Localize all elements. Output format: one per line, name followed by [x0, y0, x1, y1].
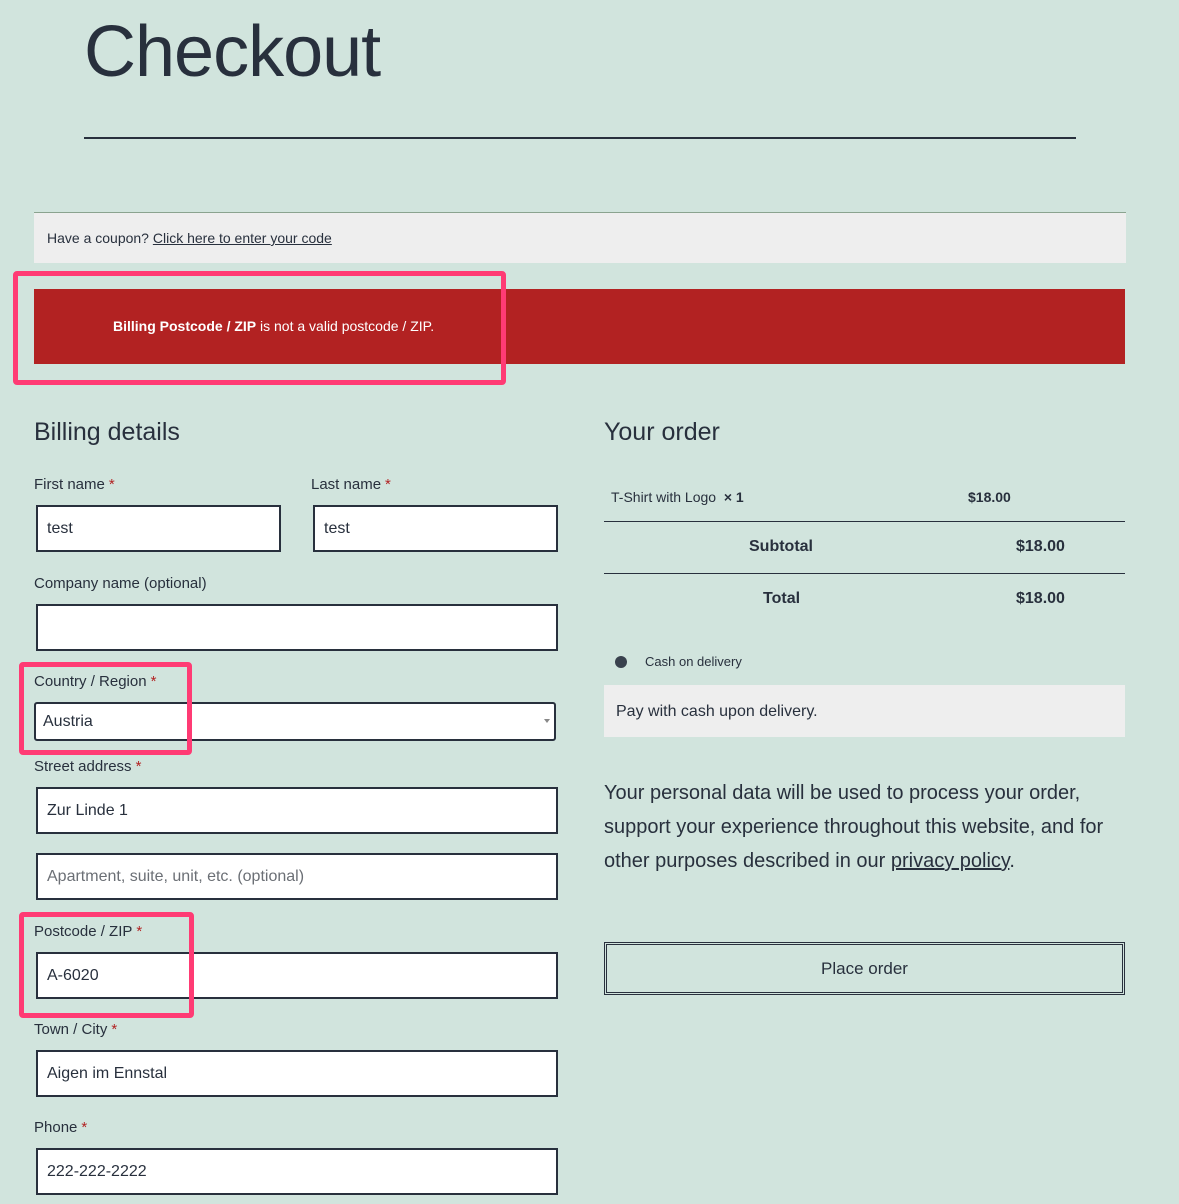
required-marker: * — [111, 1021, 118, 1038]
required-marker: * — [385, 476, 391, 493]
place-order-button[interactable]: Place order — [604, 942, 1125, 995]
country-label: Country / Region * — [34, 673, 157, 690]
coupon-link[interactable]: Click here to enter your code — [152, 230, 332, 246]
order-divider — [604, 573, 1125, 574]
phone-input[interactable] — [36, 1148, 558, 1195]
payment-description: Pay with cash upon delivery. — [616, 703, 818, 720]
privacy-policy-link[interactable]: privacy policy — [890, 850, 1010, 872]
apartment-input[interactable] — [36, 853, 558, 900]
error-detail: is not a valid postcode / ZIP. — [256, 318, 435, 334]
street-label: Street address * — [34, 758, 142, 775]
error-field: Billing Postcode / ZIP — [113, 318, 257, 334]
country-selected-value: Austria — [43, 713, 93, 730]
total-label: Total — [763, 590, 801, 607]
error-banner — [34, 289, 1125, 364]
order-heading: Your order — [604, 418, 720, 446]
city-label: Town / City * — [34, 1021, 118, 1038]
first-name-input[interactable] — [36, 505, 281, 552]
subtotal-value: $18.00 — [1016, 538, 1065, 555]
country-select[interactable] — [34, 702, 556, 741]
required-marker: * — [81, 1119, 88, 1136]
privacy-text: Your personal data will be used to process your order, support your experience throughout this website, and for other purposes described in our privacy policy. — [604, 782, 1104, 872]
total-value: $18.00 — [1016, 590, 1065, 607]
required-marker: * — [136, 923, 143, 940]
order-item-price: $18.00 — [968, 489, 1011, 505]
required-marker: * — [135, 758, 142, 775]
order-item-name: T-Shirt with Logo × 1 — [611, 489, 744, 505]
phone-label: Phone * — [34, 1119, 88, 1136]
postcode-input[interactable] — [36, 952, 558, 999]
last-name-label: Last name * — [311, 476, 391, 493]
error-message — [113, 318, 434, 334]
payment-description-box — [604, 685, 1125, 737]
company-input[interactable] — [36, 604, 558, 651]
first-name-label: First name * — [34, 476, 115, 493]
city-input[interactable] — [36, 1050, 558, 1097]
dropdown-arrow-icon — [544, 719, 550, 723]
required-marker: * — [108, 476, 115, 493]
page-title: Checkout — [84, 12, 381, 92]
cash-on-delivery-radio[interactable] — [615, 656, 627, 668]
company-label: Company name (optional) — [34, 575, 207, 592]
postcode-label: Postcode / ZIP * — [34, 923, 143, 940]
last-name-input[interactable] — [313, 505, 558, 552]
coupon-notice — [34, 212, 1126, 263]
billing-heading: Billing details — [34, 418, 180, 446]
street-input[interactable] — [36, 787, 558, 834]
payment-method-label: Cash on delivery — [645, 654, 742, 669]
order-divider — [604, 521, 1125, 522]
required-marker: * — [150, 673, 157, 690]
coupon-prompt: Have a coupon? — [47, 230, 149, 246]
title-divider — [84, 137, 1076, 139]
order-item-qty: × 1 — [723, 489, 744, 505]
subtotal-label: Subtotal — [749, 538, 813, 555]
